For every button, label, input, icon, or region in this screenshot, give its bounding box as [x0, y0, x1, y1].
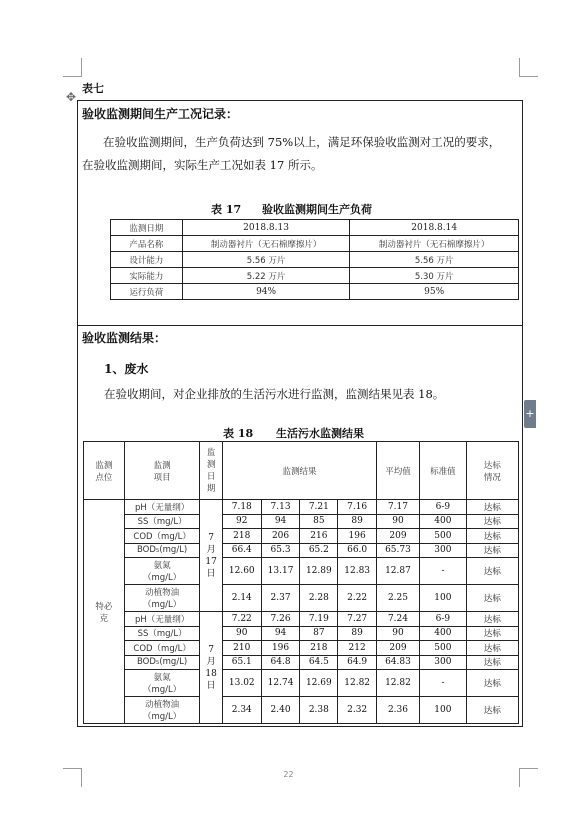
table18-avg: 209 — [377, 529, 420, 544]
header-std: 标准值 — [419, 442, 466, 500]
table18-value: 89 — [338, 626, 377, 641]
table17-cell: 5.22 万片 — [182, 268, 350, 284]
table17-cell: 2018.8.13 — [182, 220, 350, 236]
text-line: 动植物油 — [145, 588, 180, 598]
header-avg: 平均值 — [377, 442, 420, 500]
table18-row — [84, 543, 519, 558]
text-line: 氨氮 — [153, 673, 171, 683]
table18-value: 87 — [300, 626, 338, 641]
table18-value: 196 — [261, 641, 300, 656]
table17-row — [111, 252, 519, 268]
table18-value: 7.13 — [261, 500, 300, 515]
table18-value: 94 — [261, 626, 300, 641]
table17-row — [111, 268, 519, 284]
table17-cell: 2018.8.14 — [350, 220, 519, 236]
table18-value: 92 — [222, 514, 261, 529]
table18-std: 6-9 — [419, 612, 466, 627]
table18-value: 206 — [261, 529, 300, 544]
text-line: （mg/L） — [142, 573, 182, 583]
text-line: 点位 — [95, 472, 113, 483]
table18-compliance: 达标 — [466, 529, 518, 544]
text-line: 日 — [206, 471, 216, 482]
text-line: 17 — [205, 556, 217, 567]
table18-compliance: 达标 — [466, 543, 518, 558]
text-line: 监 — [206, 447, 216, 458]
table18-value: 7.19 — [300, 612, 338, 627]
table18-std: 100 — [419, 585, 466, 612]
table18-row — [84, 529, 519, 544]
crop-mark-top-right — [519, 58, 538, 77]
table18-std: 6-9 — [419, 500, 466, 515]
table18-value: 12.74 — [261, 670, 300, 697]
table18-avg: 7.24 — [377, 612, 420, 627]
table18-value: 2.38 — [300, 697, 338, 724]
table17-cell: 制动器衬片（无石棉摩擦片） — [182, 236, 350, 252]
text-line: （mg/L） — [142, 685, 182, 695]
table18-std: 500 — [419, 529, 466, 544]
text-line: 氨氮 — [153, 561, 171, 571]
table18-value: 12.60 — [222, 558, 261, 585]
text-line: 测 — [206, 459, 216, 470]
table18-value: 64.5 — [300, 655, 338, 670]
table18-avg: 65.73 — [377, 543, 420, 558]
text-line: 动植物油 — [145, 700, 180, 710]
table18-item — [124, 514, 200, 529]
table18-row — [84, 500, 519, 515]
text-line: COD（mg/L） — [133, 531, 191, 542]
table18-value: 2.22 — [338, 585, 377, 612]
table18-item — [124, 641, 200, 656]
text-line: 月 — [206, 656, 216, 667]
table18-item — [124, 558, 200, 585]
text-line: SS（mg/L） — [137, 629, 187, 640]
table18-std: 100 — [419, 697, 466, 724]
table18-value: 12.89 — [300, 558, 338, 585]
table18-item — [124, 612, 200, 627]
table18-avg: 64.83 — [377, 655, 420, 670]
table18-std: 300 — [419, 655, 466, 670]
table17-row-label: 产品名称 — [111, 236, 183, 252]
table18-avg: 2.25 — [377, 585, 420, 612]
table17-cell: 5.30 万片 — [350, 268, 519, 284]
table18-value: 212 — [338, 641, 377, 656]
table18-item — [124, 626, 200, 641]
text-line: 克 — [99, 613, 109, 624]
table17-cell: 95% — [350, 284, 519, 300]
table18-item — [124, 670, 200, 697]
table18-compliance: 达标 — [466, 641, 518, 656]
text-line: 日 — [206, 680, 216, 691]
table18-compliance: 达标 — [466, 612, 518, 627]
table18-value: 66.0 — [338, 543, 377, 558]
table18-value: 7.27 — [338, 612, 377, 627]
text-line: 月 — [206, 544, 216, 555]
table18-value: 2.37 — [261, 585, 300, 612]
table18-avg: 12.87 — [377, 558, 420, 585]
table18-std: 400 — [419, 626, 466, 641]
table18-value: 2.32 — [338, 697, 377, 724]
table18-compliance: 达标 — [466, 514, 518, 529]
table18-row — [84, 585, 519, 612]
table18-value: 65.3 — [261, 543, 300, 558]
table18-row — [84, 558, 519, 585]
table18-compliance: 达标 — [466, 670, 518, 697]
section1-para-line1: 在验收监测期间，生产负荷达到 75%以上，满足环保验收监测对工况的要求， — [103, 135, 501, 149]
text-line: 监测 — [153, 460, 171, 471]
table17-row — [111, 284, 519, 300]
table18-avg: 7.17 — [377, 500, 420, 515]
table18-std: 500 — [419, 641, 466, 656]
section1-heading: 验收监测期间生产工况记录： — [82, 107, 239, 121]
table17-row — [111, 220, 519, 236]
table18-item — [124, 529, 200, 544]
table17-row-label: 设计能力 — [111, 252, 183, 268]
text-line: 特必 — [95, 601, 113, 612]
table18-value: 2.40 — [261, 697, 300, 724]
table17-cell: 5.56 万片 — [350, 252, 519, 268]
text-line: COD（mg/L） — [133, 643, 191, 654]
text-line: 18 — [205, 668, 217, 679]
table18-compliance: 达标 — [466, 626, 518, 641]
text-line: BOD₅(mg/L) — [137, 657, 188, 668]
table18-item — [124, 655, 200, 670]
section2-para: 在验收期间，对企业排放的生活污水进行监测，监测结果见表 18。 — [104, 387, 445, 401]
table17-caption-title: 验收监测期间生产负荷 — [262, 203, 372, 216]
table18-std: 300 — [419, 543, 466, 558]
table18-date — [200, 612, 222, 724]
text-line: 情况 — [483, 472, 501, 483]
text-line: 监测 — [95, 460, 113, 471]
header-results: 监测结果 — [222, 442, 376, 500]
table17-row — [111, 236, 519, 252]
table17-row-label: 运行负荷 — [111, 284, 183, 300]
table17-cell: 94% — [182, 284, 350, 300]
text-line: 项目 — [153, 472, 171, 483]
table18-row — [84, 697, 519, 724]
text-line: （mg/L） — [142, 712, 182, 722]
table18-avg: 90 — [377, 626, 420, 641]
table18-value: 90 — [222, 626, 261, 641]
table18-item — [124, 697, 200, 724]
table18-value: 196 — [338, 529, 377, 544]
table-label: 表七 — [82, 82, 104, 95]
table18-value: 7.16 — [338, 500, 377, 515]
table18-value: 89 — [338, 514, 377, 529]
table17-row-label: 实际能力 — [111, 268, 183, 284]
table18-value: 210 — [222, 641, 261, 656]
table18-value: 85 — [300, 514, 338, 529]
table18-value: 7.18 — [222, 500, 261, 515]
table18-value: 94 — [261, 514, 300, 529]
table18-row — [84, 655, 519, 670]
table17-caption-no: 表 17 — [211, 203, 242, 216]
text-line: BOD₅(mg/L) — [137, 545, 188, 556]
table18-avg: 12.82 — [377, 670, 420, 697]
table18-avg: 209 — [377, 641, 420, 656]
table18-value: 2.28 — [300, 585, 338, 612]
table18-value: 65.2 — [300, 543, 338, 558]
table18-item — [124, 543, 200, 558]
table18-row — [84, 670, 519, 697]
table18-value: 66.4 — [222, 543, 261, 558]
table18-std: - — [419, 670, 466, 697]
text-line: pH（无量纲） — [134, 614, 190, 625]
header-item — [124, 442, 200, 500]
text-line: pH（无量纲） — [134, 502, 190, 513]
table18-compliance: 达标 — [466, 500, 518, 515]
table18-item — [124, 585, 200, 612]
table18-std: 400 — [419, 514, 466, 529]
table18-value: 7.26 — [261, 612, 300, 627]
table18-row — [84, 514, 519, 529]
table17-cell: 制动器衬片（无石棉摩擦片） — [350, 236, 519, 252]
table18-compliance: 达标 — [466, 697, 518, 724]
table18-avg: 2.36 — [377, 697, 420, 724]
monitoring-point-name — [84, 500, 125, 724]
table18-value: 12.82 — [338, 670, 377, 697]
text-line: SS（mg/L） — [137, 517, 187, 528]
table-move-handle-icon[interactable]: ✥ — [65, 90, 77, 104]
text-line: 期 — [206, 483, 216, 494]
table18-avg: 90 — [377, 514, 420, 529]
text-line: 达标 — [483, 460, 501, 471]
text-line: 7 — [208, 644, 214, 655]
table18-compliance: 达标 — [466, 585, 518, 612]
table18-value: 65.1 — [222, 655, 261, 670]
table18-value: 218 — [300, 641, 338, 656]
crop-mark-top-left — [63, 58, 82, 77]
table18-value: 64.8 — [261, 655, 300, 670]
table18-item — [124, 500, 200, 515]
header-date — [200, 442, 222, 500]
table18-value: 64.9 — [338, 655, 377, 670]
table18-caption-title: 生活污水监测结果 — [276, 427, 364, 440]
table18-value: 218 — [222, 529, 261, 544]
table18-date — [200, 500, 222, 612]
table18-caption-no: 表 18 — [223, 427, 254, 440]
table17-row-label: 监测日期 — [111, 220, 183, 236]
table18-value: 216 — [300, 529, 338, 544]
section-divider — [77, 325, 523, 326]
text-line: 日 — [206, 568, 216, 579]
text-line: （mg/L） — [142, 600, 182, 610]
page-number: 22 — [283, 770, 294, 779]
table18-value: 7.21 — [300, 500, 338, 515]
table18-value: 12.69 — [300, 670, 338, 697]
table18-row — [84, 626, 519, 641]
table18-row — [84, 641, 519, 656]
table18-row — [84, 612, 519, 627]
table18-value: 2.34 — [222, 697, 261, 724]
table18-value: 2.14 — [222, 585, 261, 612]
section2-heading: 验收监测结果： — [82, 331, 167, 345]
section2-subheading: 1、废水 — [104, 362, 149, 376]
table18-compliance: 达标 — [466, 655, 518, 670]
table18-std: - — [419, 558, 466, 585]
table17 — [110, 219, 519, 300]
table18-compliance: 达标 — [466, 558, 518, 585]
section1-para-line2: 在验收监测期间，实际生产工况如表 17 所示。 — [82, 158, 323, 172]
header-compliance — [466, 442, 518, 500]
table18-value: 13.02 — [222, 670, 261, 697]
table17-cell: 5.56 万片 — [182, 252, 350, 268]
table18 — [83, 441, 519, 724]
table18-value: 12.83 — [338, 558, 377, 585]
header-point — [84, 442, 125, 500]
text-line: 7 — [208, 532, 214, 543]
table18-value: 13.17 — [261, 558, 300, 585]
table18-header-row — [84, 442, 519, 500]
table18-value: 7.22 — [222, 612, 261, 627]
side-expand-tab[interactable]: + — [524, 400, 536, 428]
